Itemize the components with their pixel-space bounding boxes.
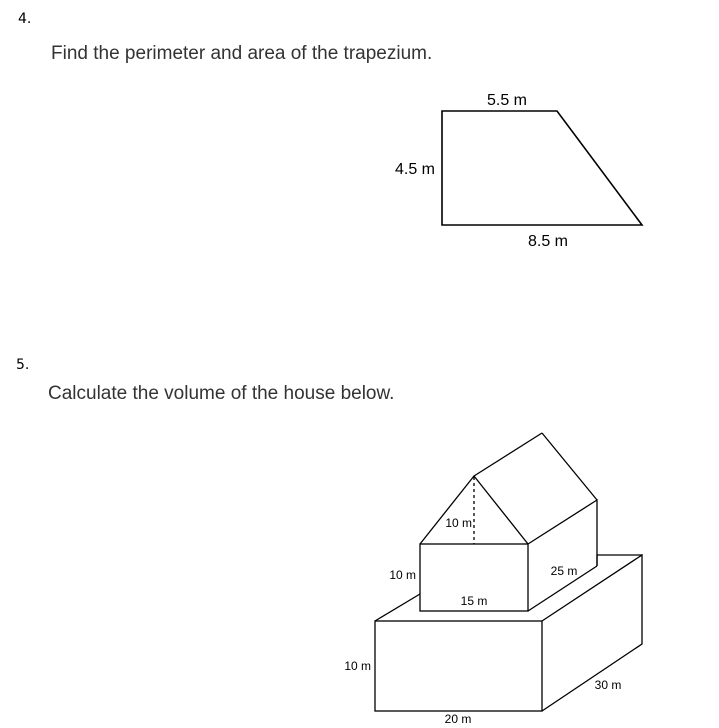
lower-box-front <box>375 621 542 711</box>
upper-box-side <box>528 500 597 566</box>
lower-box-top-back-edge <box>597 555 642 566</box>
upper-depth-label: 25 m <box>550 564 578 578</box>
lower-box-top-left-edge <box>375 594 420 621</box>
roof-ridge <box>474 433 542 476</box>
question-prompt: Find the perimeter and area of the trapezium. <box>51 43 433 64</box>
trapezium-left-label: 4.5 m <box>394 161 435 178</box>
upper-width-label: 15 m <box>460 594 488 608</box>
lower-depth-label: 30 m <box>594 678 622 692</box>
trapezium-top-label: 5.5 m <box>486 92 528 109</box>
trapezium-shape <box>442 111 642 225</box>
upper-height-label: 10 m <box>389 568 416 582</box>
roof-height-label: 10 m <box>445 516 472 530</box>
lower-width-label: 20 m <box>444 712 472 726</box>
question-number: 4. <box>18 11 32 27</box>
lower-height-label: 10 m <box>344 659 371 673</box>
question-prompt: Calculate the volume of the house below. <box>48 383 395 404</box>
trapezium-figure <box>395 92 642 250</box>
question-number: 5. <box>16 357 30 373</box>
roof-back-slope <box>542 433 597 500</box>
trapezium-bottom-label: 8.5 m <box>527 233 569 250</box>
lower-box-side <box>542 555 642 711</box>
